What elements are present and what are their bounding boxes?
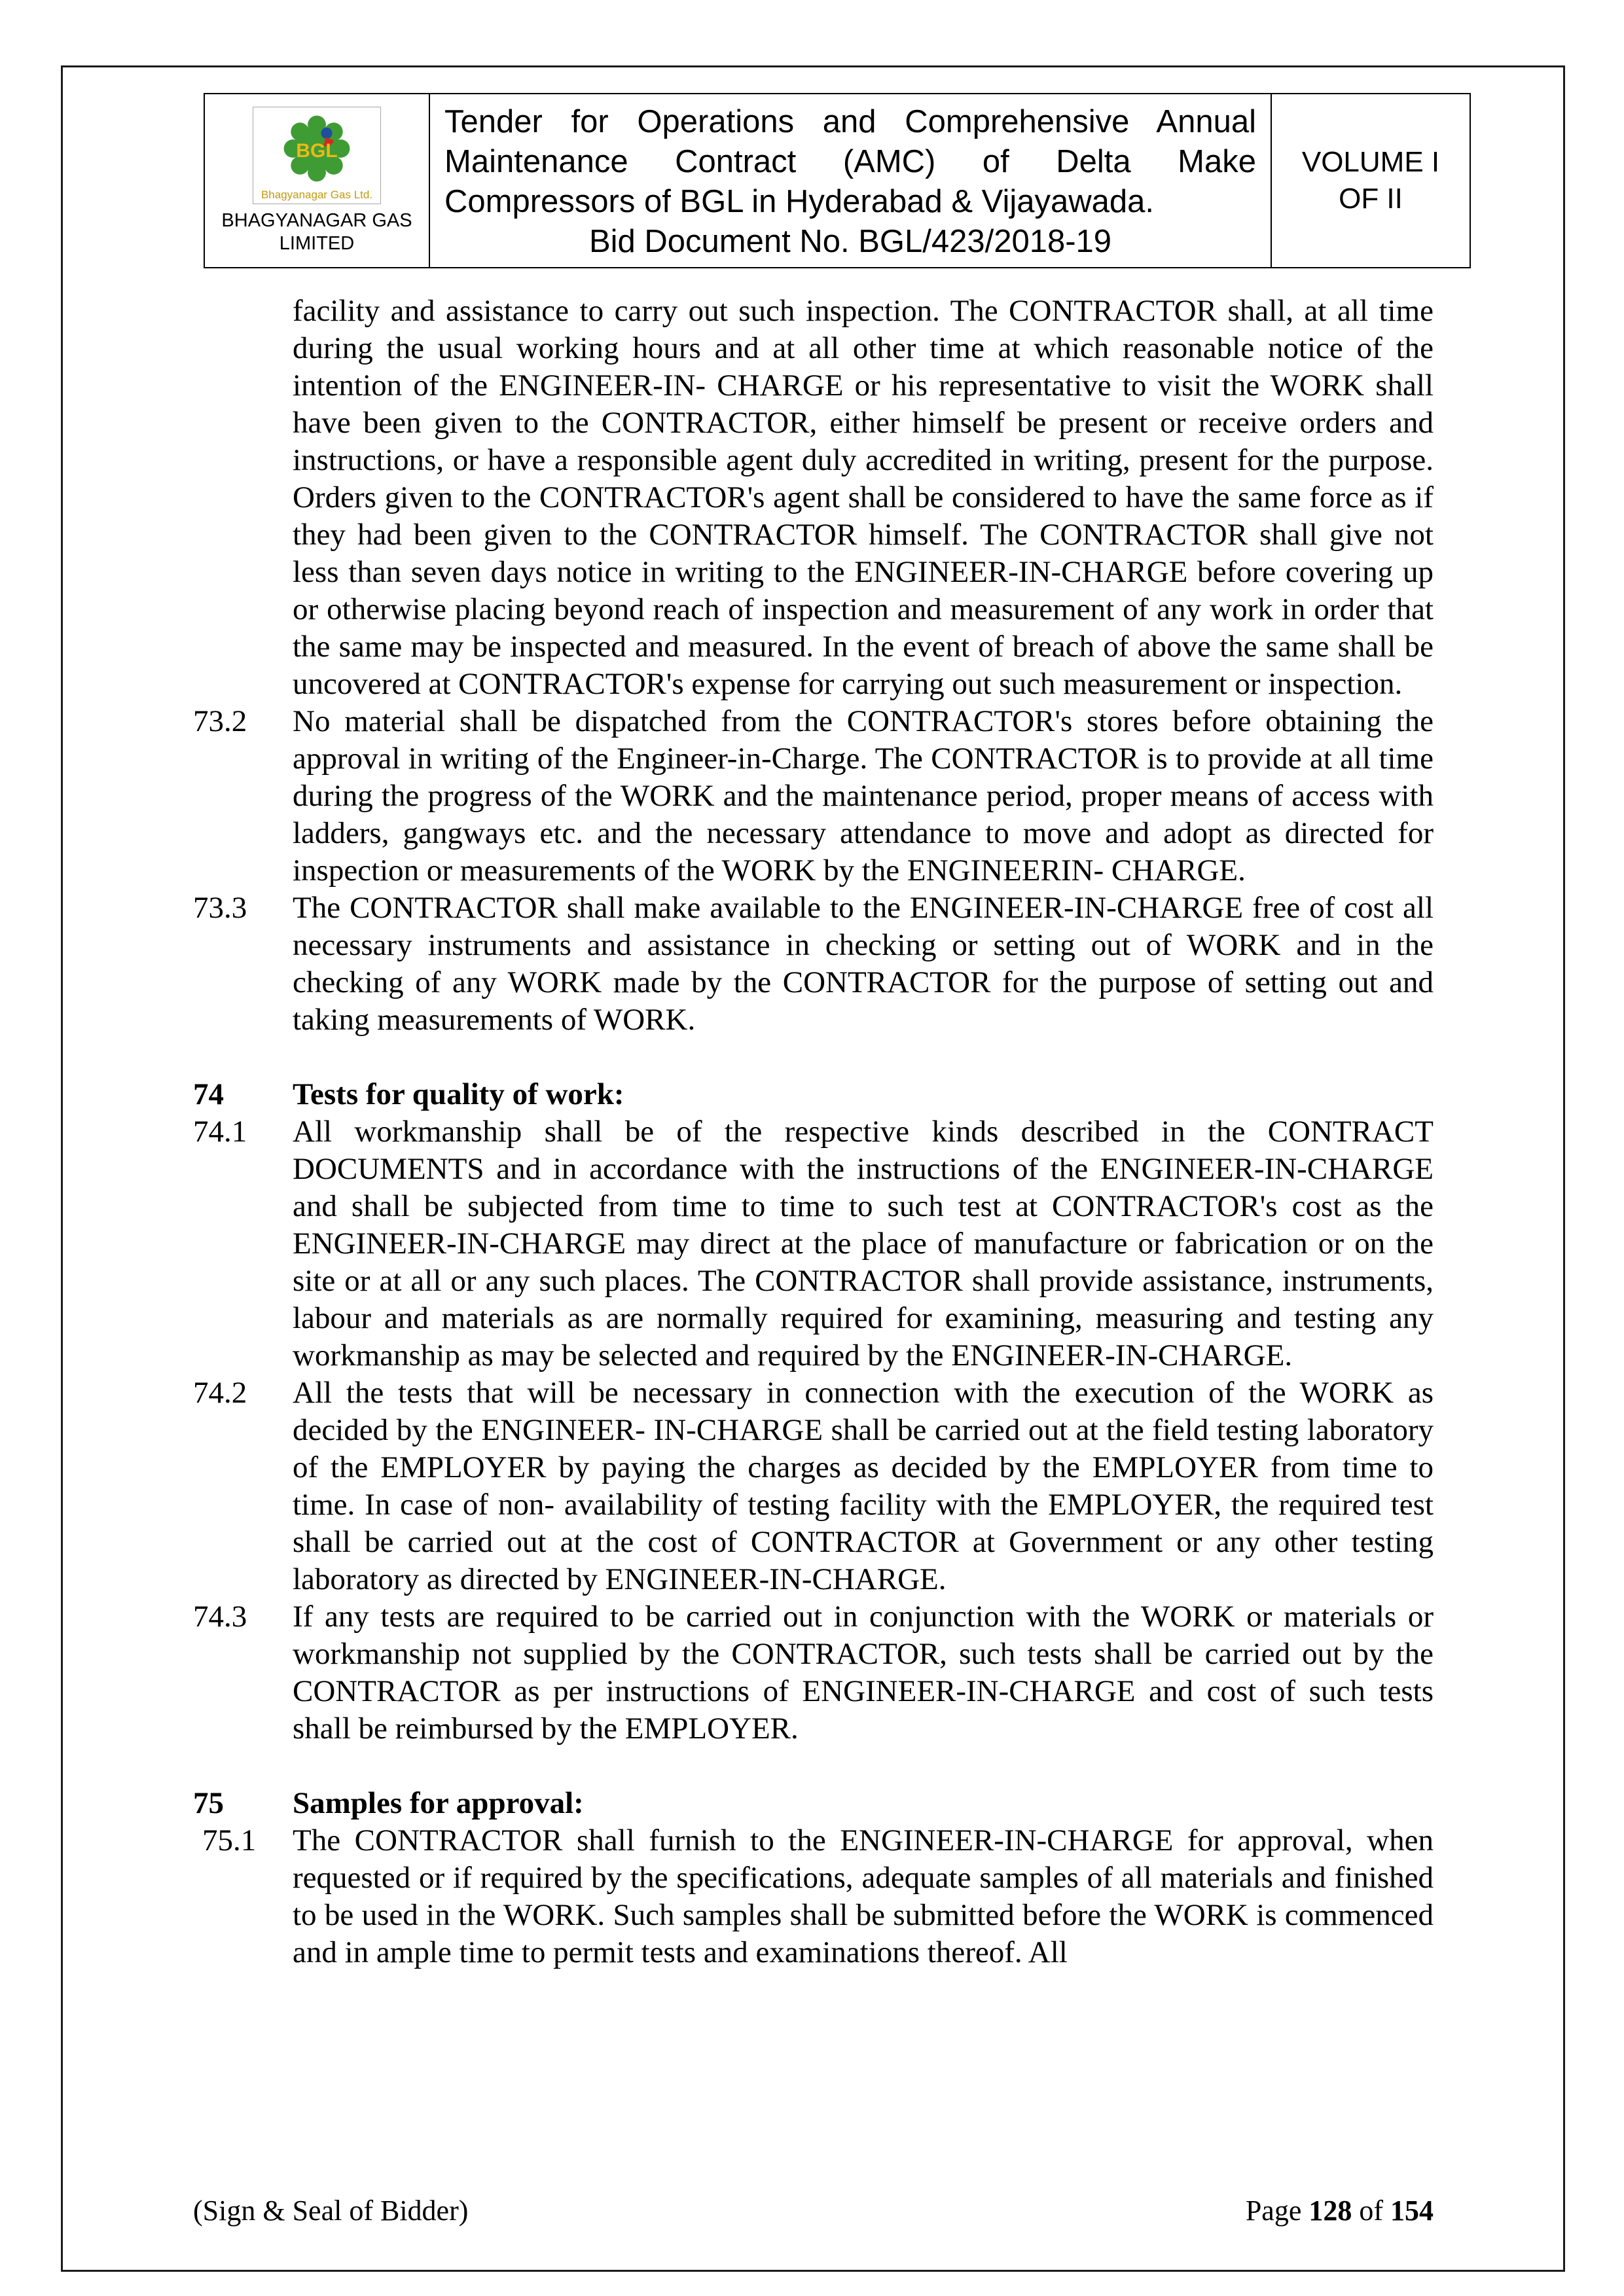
section-title: Samples for approval: — [293, 1786, 584, 1820]
clause-text: No material shall be dispatched from the CONTRACTOR's stores before obtaining the approval in writing of the Engineer-in-Charge. The CONTRACTOR is to provide at all time during the progress of the WORK and the maintenance period, proper means of access with ladders, gangways etc. and the necessary attendance to move and adopt as directed for inspection or measurements of the WORK by the ENGINEERIN- CHARGE. — [293, 704, 1434, 888]
logo-cell — [205, 94, 430, 267]
page-number: 128 — [1308, 2195, 1352, 2227]
volume-line2: OF II — [1339, 183, 1403, 215]
clause-continuation-text: facility and assistance to carry out such inspection. The CONTRACTOR shall, at all time during the usual working hours and at all other time at which reasonable notice of the intention of the ENGINEER-IN- CHARGE or his representative to visit the WORK shall have been given to the CONTRACTOR, either himself be present or receive orders and instructions, or have a responsible agent duly accredited in writing, present for the purpose. Orders given to the CONTRACTOR's agent shall be considered to have the same force as if they had been given to the CONTRACTOR himself. The CONTRACTOR shall give not less than seven days notice in writing to the ENGINEER-IN-CHARGE before covering up or otherwise placing beyond reach of inspection and measurement of any work in order that the same may be inspected and measured. In the event of breach of above the same shall be uncovered at CONTRACTOR's expense for carrying out such measurement or inspection. — [293, 294, 1434, 701]
clause-row-73-2 — [193, 703, 1434, 889]
clause-row-74-1 — [193, 1113, 1434, 1374]
clause-text: All the tests that will be necessary in connection with the execution of the WORK as decided by the ENGINEER- IN-CHARGE shall be carried out at the field testing laboratory of the EMPLOYER by paying the charges as decided by the EMPLOYER from time to time. In case of non- availability of testing facility with the EMPLOYER, the required test shall be carried out at the cost of CONTRACTOR at Government or any other testing laboratory as directed by ENGINEER-IN-CHARGE. — [293, 1376, 1434, 1596]
document-body — [193, 293, 1434, 1971]
logo-monogram: BGL — [296, 139, 338, 162]
sign-seal-label: (Sign & Seal of Bidder) — [193, 2195, 469, 2227]
org-name: BHAGYANAGAR GAS LIMITED — [221, 209, 412, 254]
clause-number: 74.1 — [193, 1115, 247, 1149]
clause-text: If any tests are required to be carried out in conjunction with the WORK or materials or workmanship not supplied by the CONTRACTOR, such tests shall be carried out by the CONTRACTOR as per instructions of ENGINEER-IN-CHARGE and cost of such tests shall be reimbursed by the EMPLOYER. — [293, 1600, 1434, 1746]
page-footer — [193, 2194, 1434, 2228]
page-total: 154 — [1390, 2195, 1434, 2227]
clause-text: The CONTRACTOR shall furnish to the ENGINEER-IN-CHARGE for approval, when requested or if required by the specifications, adequate samples of all materials and finished to be used in the WORK. Such samples shall be submitted before the WORK is commenced and in ample time to permit tests and examinations thereof. All — [293, 1823, 1434, 1969]
title-cell — [430, 94, 1272, 267]
logo-brand-text: Bhagyanagar Gas Ltd. — [261, 188, 373, 201]
company-logo — [253, 107, 381, 204]
page-of-label: of — [1352, 2195, 1390, 2227]
page-label: Page — [1245, 2195, 1309, 2227]
clause-number: 74.2 — [193, 1376, 247, 1410]
clause-number: 73.2 — [193, 704, 247, 738]
document-title: Tender for Operations and Comprehensive Annual Maintenance Contract (AMC) of Delta Make Compressors of BGL in Hyderabad & Vijayawada. — [444, 104, 1256, 219]
clause-row-75-1 — [193, 1822, 1434, 1971]
document-header — [204, 93, 1471, 268]
clause-row-74-2 — [193, 1374, 1434, 1598]
section-number: 74 — [193, 1077, 224, 1111]
clause-number: 75.1 — [202, 1823, 257, 1857]
volume-line1: VOLUME I — [1301, 146, 1440, 178]
clause-number: 73.3 — [193, 891, 247, 925]
section-number: 75 — [193, 1786, 224, 1820]
section-heading-75 — [193, 1785, 1434, 1822]
volume-cell — [1272, 94, 1470, 267]
section-heading-74 — [193, 1076, 1434, 1113]
clause-row-73-3 — [193, 889, 1434, 1039]
bid-document-number: Bid Document No. BGL/423/2018-19 — [588, 224, 1112, 259]
clause-number: 74.3 — [193, 1600, 247, 1634]
clause-row-74-3 — [193, 1598, 1434, 1748]
section-title: Tests for quality of work: — [293, 1077, 624, 1111]
clause-text: All workmanship shall be of the respective kinds described in the CONTRACT DOCUMENTS and in accordance with the instructions of the ENGINEER-IN-CHARGE and shall be subjected from time to time to such test at CONTRACTOR's cost as the ENGINEER-IN-CHARGE may direct at the place of manufacture or fabrication or on the site or at all or any such places. The CONTRACTOR shall provide assistance, instruments, labour and materials as are normally required for examining, measuring and testing any workmanship as may be selected and required by the ENGINEER-IN-CHARGE. — [293, 1115, 1434, 1372]
logo-drop-blue — [321, 127, 332, 138]
bgl-emblem-icon — [274, 110, 359, 187]
clause-text: The CONTRACTOR shall make available to the ENGINEER-IN-CHARGE free of cost all necessary instruments and assistance in checking or setting out of WORK and in the checking of any WORK made by the CONTRACTOR for the purpose of setting out and taking measurements of WORK. — [293, 891, 1434, 1037]
page-indicator — [1246, 2194, 1434, 2228]
